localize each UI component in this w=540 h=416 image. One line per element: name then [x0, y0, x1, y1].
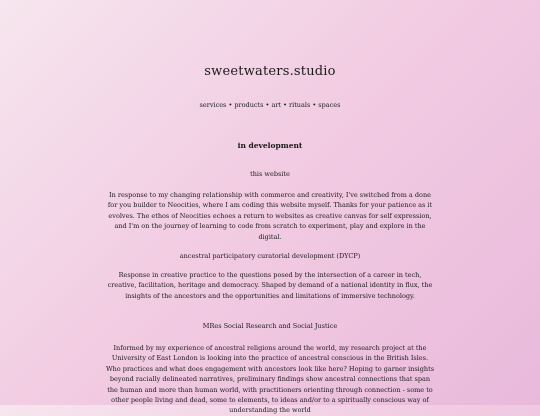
section-heading-this-website: this website — [250, 170, 290, 178]
site-nav[interactable]: services • products • art • rituals • spaces — [199, 101, 341, 109]
section-body-dycp: Response in creative practice to the questions posed by the intersection of a career in tech, creative, facilitation, heritage and democracy. Shaped by demand of a national identity in flux, the insights of the ancestors and the opportunities and limitations of immersive technology. — [107, 271, 433, 300]
status-heading: in development — [237, 141, 303, 150]
section-body-mres: Informed by my experience of ancestral religions around the world, my research project at the University of East London is looking into the practice of ancestral conscious in the British Isles. Who practices and what does engagement with ancestors look like here? Hoping to garner insights beyond racially delineated narratives, preliminary findings show ancestral connections that span the human and more than human world, with practitioners orienting through connection - some to other people living and dead, some to elements, to ideas and/or to a spiritually conscious way of understanding the world — [105, 344, 435, 415]
section-heading-mres: MRes Social Research and Social Justice — [202, 322, 338, 330]
site-title[interactable]: sweetwaters.studio — [204, 64, 336, 79]
section-body-this-website: In response to my changing relationship with commerce and creativity, I've switched from a done for you builder to Neocities, where I am coding this website myself. Thanks for your patience as it evolves. The ethos of Neocities echoes a return to websites as creative canvas for self expression, and I'm on the journey of learning to code from scratch to experiment, play and explore in the digital. — [107, 191, 433, 241]
section-heading-dycp: ancestral participatory curatorial development (DYCP) — [179, 252, 361, 260]
